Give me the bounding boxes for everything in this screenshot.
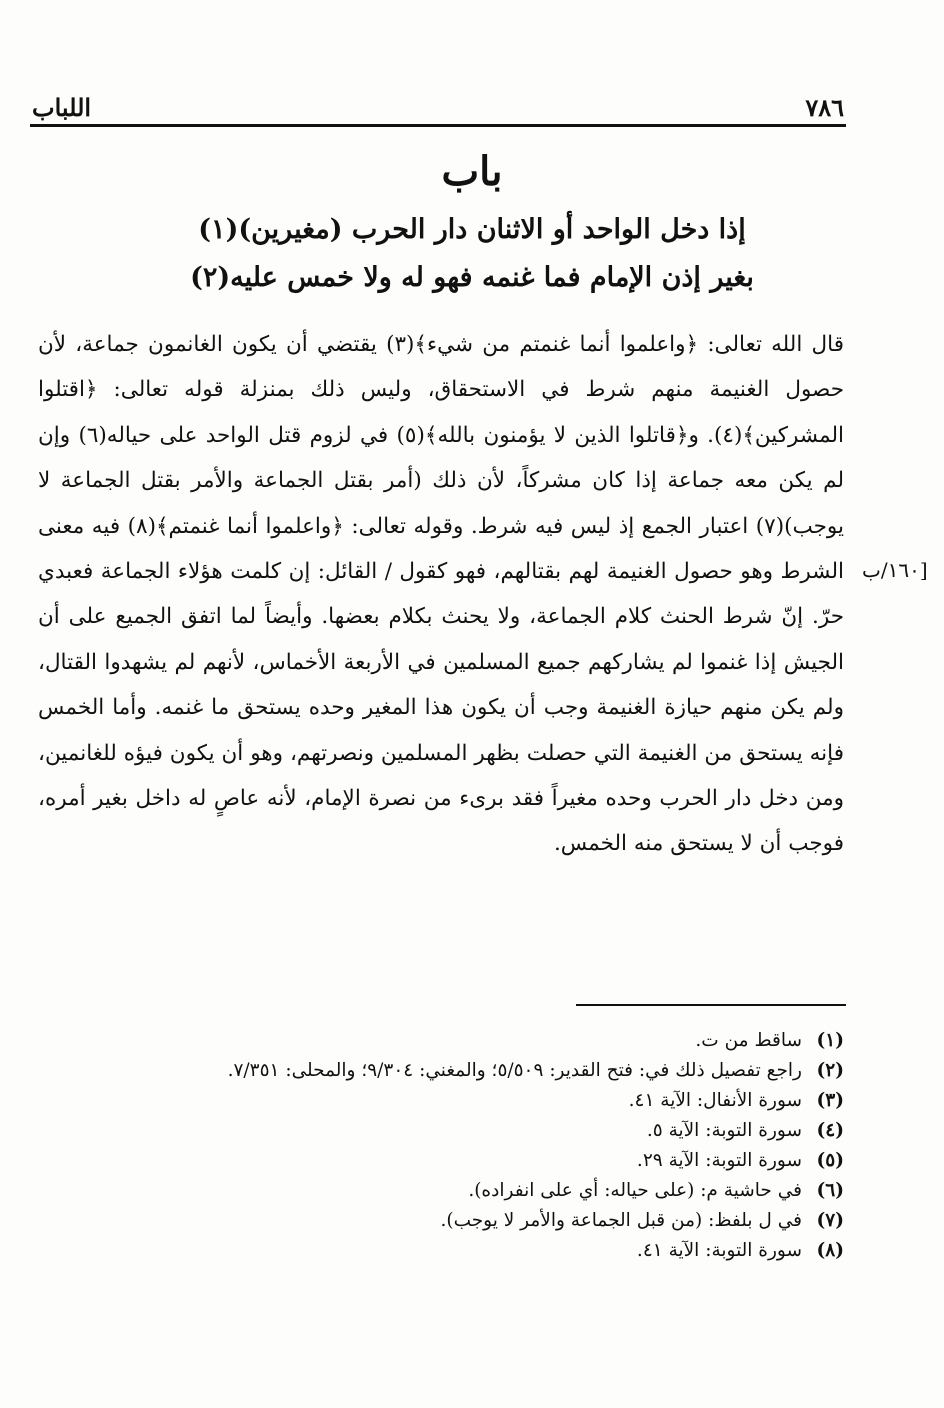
footnote-text: ساقط من ت.: [695, 1030, 802, 1051]
footnote-item: [60, 1086, 844, 1116]
footnote-item: [60, 1146, 844, 1176]
footnote-text: في حاشية م: (على حياله: أي على انفراده).: [468, 1180, 802, 1201]
footnote-number: (٧): [816, 1210, 844, 1231]
footnote-number: (١): [816, 1030, 844, 1051]
footnote-text: سورة التوبة: الآية ٥.: [646, 1120, 802, 1141]
header-rule: [30, 124, 846, 127]
footnote-text: راجع تفصيل ذلك في: فتح القدير: ٥/٥٠٩؛ والمغني: ٩/٣٠٤؛ والمحلى: ٧/٣٥١.: [227, 1060, 802, 1081]
footnote-text: سورة التوبة: الآية ٤١.: [636, 1240, 802, 1261]
footnote-item: [60, 1056, 844, 1086]
chapter-label: باب: [441, 148, 503, 195]
body-paragraph: قال الله تعالى: ﴿واعلموا أنما غنمتم من شيء﴾(٣) يقتضي أن يكون الغانمون جماعة، لأن حصول الغنيمة منهم شرط في الاستحقاق، وليس ذلك بمنزلة قوله تعالى: ﴿اقتلوا المشركين﴾(٤). و﴿قاتلوا الذين لا يؤمنون بالله﴾(٥) في لزوم قتل الواحد على حياله(٦) وإن لم يكن معه جماعة إذا كان مشركاً، لأن ذلك (أمر بقتل الجماعة والأمر بقتل الجماعة لا يوجب)(٧) اعتبار الجمع إذ ليس فيه شرط. وقوله تعالى: ﴿واعلموا أنما غنمتم﴾(٨) فيه معنى الشرط وهو حصول الغنيمة لهم بقتالهم، فهو كقول / القائل: إن كلمت هؤلاء الجماعة فعبدي حرّ. إنّ شرط الحنث كلام الجماعة، ولا يحنث بكلام بعضها. وأيضاً لما اتفق الجميع على أن الجيش إذا غنموا لم يشاركهم جميع المسلمين في الأربعة الأخماس، لأنهم لم يشهدوا القتال، ولم يكن منهم حيازة الغنيمة وجب أن يكون هذا المغير وحده يستحق ما غنمه. وأما الخمس فإنه يستحق من الغنيمة التي حصلت بظهر المسلمين ونصرتهم، وهو أن يكون فيؤه للغانمين، ومن دخل دار الحرب وحده مغيراً فقد برىء من نصرة الإمام، لأنه عاصٍ له داخل بغير أمره، فوجب أن لا يستحق منه الخمس.: [38, 332, 845, 857]
footnote-item: [60, 1116, 844, 1146]
footnote-number: (٦): [816, 1180, 844, 1201]
book-title: اللباب: [32, 93, 92, 122]
footnotes-list: [60, 1026, 844, 1266]
margin-folio-note: ١٦٠/ب]: [862, 558, 928, 582]
chapter-title-line-1: إذا دخل الواحد أو الاثنان دار الحرب (مغيرين)(١): [198, 214, 746, 245]
footnote-item: [60, 1236, 844, 1266]
chapter-title: [100, 206, 844, 302]
footnote-number: (٨): [816, 1240, 844, 1261]
chapter-title-line-2: بغير إذن الإمام فما غنمه فهو له ولا خمس عليه(٢): [190, 262, 754, 293]
footnote-number: (٢): [816, 1060, 844, 1081]
page-number: ٧٨٦: [805, 93, 844, 122]
footnote-item: [60, 1176, 844, 1206]
footnote-text: سورة الأنفال: الآية ٤١.: [628, 1090, 802, 1111]
footnote-number: (٣): [816, 1090, 844, 1111]
running-header: [32, 78, 844, 122]
footnote-number: (٤): [816, 1120, 844, 1141]
footnote-item: [60, 1206, 844, 1236]
footnote-item: [60, 1026, 844, 1056]
footnote-text: في ل بلفظ: (من قبل الجماعة والأمر لا يوجب).: [440, 1210, 802, 1231]
footnote-text: سورة التوبة: الآية ٢٩.: [636, 1150, 802, 1171]
footnote-number: (٥): [816, 1150, 844, 1171]
footnote-divider: [576, 1004, 846, 1006]
